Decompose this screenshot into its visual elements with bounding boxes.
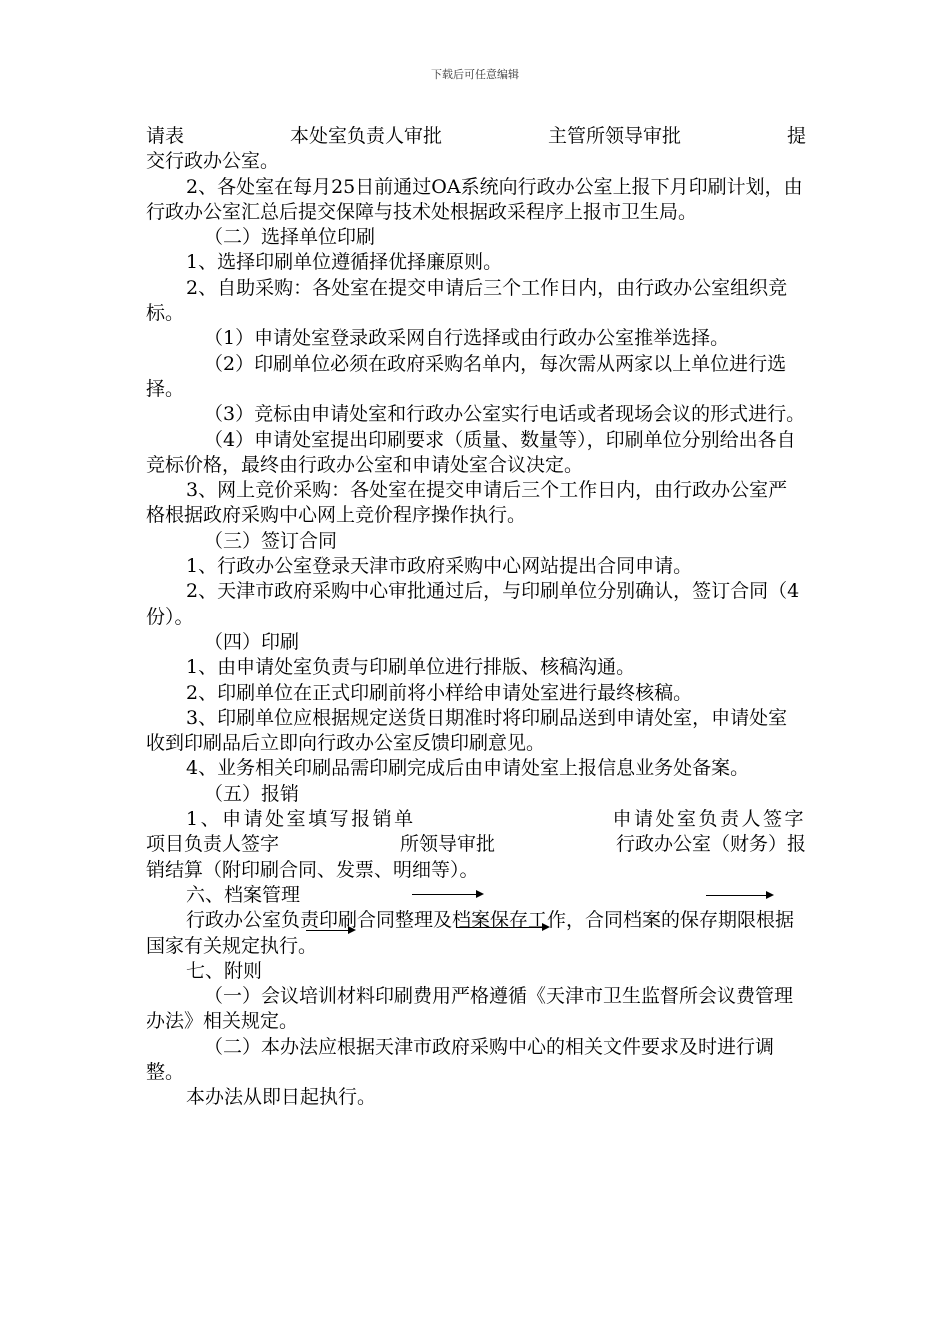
flow-step-3: 主管所领导审批: [547, 125, 681, 147]
reimburse-flow-row-2: [146, 832, 806, 857]
reimburse-step-2: 申请处室负责人签字: [612, 808, 806, 831]
reimburse-flow-row-1: [146, 807, 806, 832]
section-7-title: 七、附则: [186, 959, 263, 982]
reimburse-step-4: 所领导审批: [399, 833, 495, 856]
section-2-item-1: 1、选择印刷单位遵循择优择廉原则。: [186, 251, 503, 274]
flow-step-2: 本处室负责人审批: [289, 125, 442, 147]
section-7-item-2: （二）本办法应根据天津市政府采购中心的相关文件要求及时进行调整。: [146, 1035, 775, 1083]
flow-arrow-4: [456, 927, 548, 928]
flow-step-1: 请表: [146, 125, 185, 147]
reimburse-step-5: 行政办公室（财务）报: [615, 833, 806, 856]
reimburse-step-1: 1、申请处室填写报销单: [186, 808, 416, 831]
section-5-title: （五）报销: [204, 782, 300, 805]
section-7-closing: 本办法从即日起执行。: [186, 1086, 377, 1109]
section-2-sub-1: （1）申请处室登录政采网自行选择或由行政办公室推举选择。: [204, 327, 730, 350]
section-2-title: （二）选择单位印刷: [204, 226, 376, 249]
paragraph-oa-plan: 2、各处室在每月25日前通过OA系统向行政办公室上报下月印刷计划，由行政办公室汇总后提交保障与技术处根据政采程序上报市卫生局。: [146, 175, 803, 223]
section-2-sub-3: （3）竞标由申请处室和行政办公室实行电话或者现场会议的形式进行。: [204, 403, 806, 426]
section-3-item-1: 1、行政办公室登录天津市政府采购中心网站提出合同申请。: [186, 555, 693, 578]
section-4-item-4: 4、业务相关印刷品需印刷完成后由申请处室上报信息业务处备案。: [186, 757, 750, 780]
section-4-item-3: 3、印刷单位应根据规定送货日期准时将印刷品送到申请处室，申请处室收到印刷品后立即向行政办公室反馈印刷意见。: [146, 706, 788, 755]
section-3-item-2: 2、天津市政府采购中心审批通过后，与印刷单位分别确认，签订合同（4份）。: [146, 580, 800, 628]
section-2-sub-2: （2）印刷单位必须在政府采购名单内，每次需从两家以上单位进行选择。: [146, 352, 787, 400]
page-header-note: 下载后可任意编辑: [431, 68, 519, 81]
flow-step-4: 提: [786, 125, 806, 147]
flow-arrow-3: [306, 930, 354, 931]
section-7-item-1: （一）会议培训材料印刷费用严格遵循《天津市卫生监督所会议费管理办法》相关规定。: [146, 985, 794, 1033]
section-4-title: （四）印刷: [204, 630, 300, 653]
flow-arrow-2: [706, 895, 772, 896]
reimburse-step-3: 项目负责人签字: [146, 833, 280, 856]
approval-flow-row: [146, 124, 806, 149]
section-4-item-1: 1、由申请处室负责与印刷单位进行排版、核稿沟通。: [186, 656, 636, 679]
section-3-title: （三）签订合同: [204, 529, 338, 552]
document-body: [146, 124, 806, 1111]
section-4-item-2: 2、印刷单位在正式印刷前将小样给申请处室进行最终核稿。: [186, 681, 693, 704]
flow-arrow-1: [412, 894, 482, 895]
section-2-sub-4: （4）申请处室提出印刷要求（质量、数量等），印刷单位分别给出各自竞标价格，最终由行政办公室和申请处室合议决定。: [146, 428, 796, 476]
reimburse-flow-row-3: 销结算（附印刷合同、发票、明细等）。: [146, 858, 479, 881]
section-2-item-3: 3、网上竞价采购：各处室在提交申请后三个工作日内，由行政办公室严格根据政府采购中心网上竞价程序操作执行。: [146, 479, 788, 527]
flow-continuation: 交行政办公室。: [146, 150, 280, 173]
section-2-item-2: 2、自助采购：各处室在提交申请后三个工作日内，由行政办公室组织竞标。: [146, 276, 788, 325]
section-6-title: 六、档案管理: [186, 883, 301, 906]
section-6-paragraph: 行政办公室负责印刷合同整理及档案保存工作，合同档案的保存期限根据国家有关规定执行。: [146, 909, 795, 957]
